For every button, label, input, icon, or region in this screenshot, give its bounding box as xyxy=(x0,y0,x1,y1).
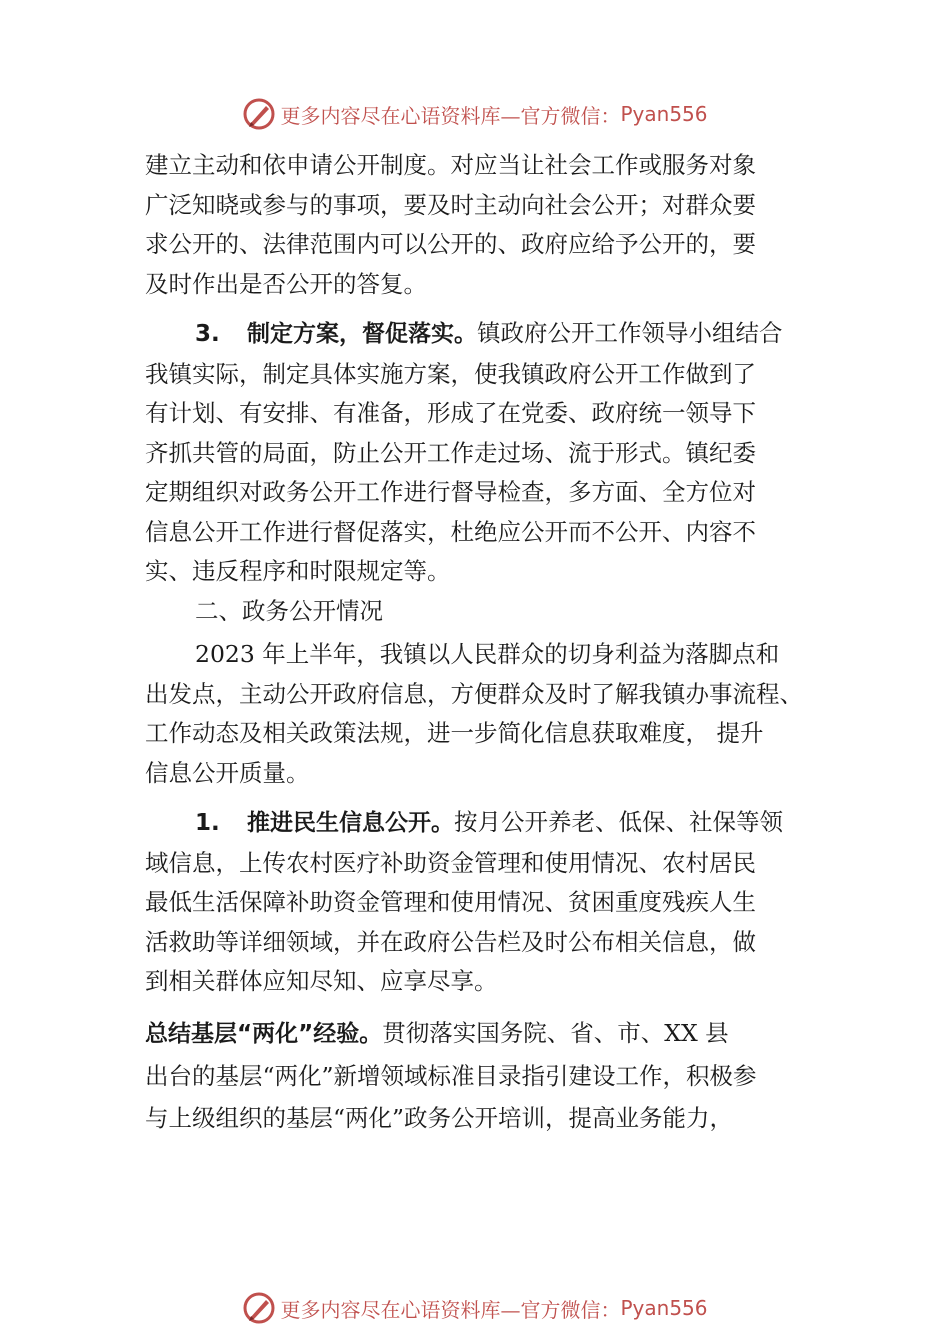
text-line: 有计划、有安排、有准备，形成了在党委、政府统一领导下 xyxy=(145,399,756,427)
footer-watermark xyxy=(0,1286,950,1330)
text-line: 工作动态及相关政策法规，进一步简化信息获取难度， 提升 xyxy=(145,719,764,747)
section-number: 3. xyxy=(195,321,220,347)
text-line: 出发点，主动公开政府信息，方便群众及时了解我镇办事流程、 xyxy=(145,679,803,708)
paragraph-section-1 xyxy=(145,803,845,1002)
text-line: 实、违反程序和时限规定等。 xyxy=(145,557,451,585)
text-line: 域信息，上传农村医疗补助资金管理和使用情况、农村居民 xyxy=(145,848,756,877)
text-line: 信息公开质量。 xyxy=(145,758,310,787)
text-line: 到相关群体应知尽知、应享尽享。 xyxy=(145,967,498,995)
text-line: 最低生活保障补助资金管理和使用情况、贫困重度残疾人生 xyxy=(145,888,756,916)
pen-circle-logo-icon xyxy=(242,1291,276,1325)
watermark-wechat-id: Pyan556 xyxy=(620,1296,708,1320)
text-line: 求公开的、法律范围内可以公开的、政府应给予公开的，要 xyxy=(145,230,756,258)
text-line: 信息公开工作进行督促落实，杜绝应公开而不公开、内容不 xyxy=(145,517,756,546)
section-number: 1. xyxy=(195,810,220,836)
text-line: 2023 年上半年，我镇以人民群众的切身利益为落脚点和 xyxy=(195,640,780,668)
section-title: 二、政务公开情况 xyxy=(195,596,383,625)
paragraph-summary xyxy=(145,1012,845,1139)
text-line: 定期组织对政务公开工作进行督导检查，多方面、全方位对 xyxy=(145,478,756,506)
watermark-text: 更多内容尽在心语资料库—官方微信： xyxy=(280,103,621,128)
text-line: 贯彻落实国务院、省、市、XX 县 xyxy=(382,1018,729,1047)
text-line: 及时作出是否公开的答复。 xyxy=(145,269,427,298)
section-heading: 总结基层“两化”经验。 xyxy=(145,1020,383,1047)
pen-circle-logo-icon xyxy=(242,97,276,131)
paragraph-section-3 xyxy=(145,314,845,592)
text-line: 活救助等详细领域，并在政府公告栏及时公布相关信息，做 xyxy=(145,927,756,956)
watermark-text: 更多内容尽在心语资料库—官方微信： xyxy=(280,1297,621,1322)
text-line: 齐抓共管的局面，防止公开工作走过场、流于形式。镇纪委 xyxy=(145,438,756,467)
paragraph-overview xyxy=(145,635,845,793)
text-line: 我镇实际，制定具体实施方案，使我镇政府公开工作做到了 xyxy=(145,359,756,388)
text-line: 建立主动和依申请公开制度。对应当让社会工作或服务对象 xyxy=(145,151,756,179)
section-heading: 制定方案，督促落实。 xyxy=(247,321,477,347)
header-watermark xyxy=(0,92,950,136)
text-line: 出台的基层“两化”新增领域标准目录指引建设工作，积极参 xyxy=(145,1061,757,1090)
text-line: 广泛知晓或参与的事项，要及时主动向社会公开；对群众要 xyxy=(145,190,756,219)
text-line: 按月公开养老、低保、社保等领 xyxy=(454,808,783,836)
text-line: 镇政府公开工作领导小组结合 xyxy=(477,319,783,347)
section-heading: 推进民生信息公开。 xyxy=(247,810,454,836)
watermark-wechat-id: Pyan556 xyxy=(620,102,708,126)
document-body xyxy=(145,146,845,1139)
paragraph-public-system xyxy=(145,146,845,304)
text-line: 与上级组织的基层“两化”政务公开培训，提高业务能力， xyxy=(145,1103,734,1132)
